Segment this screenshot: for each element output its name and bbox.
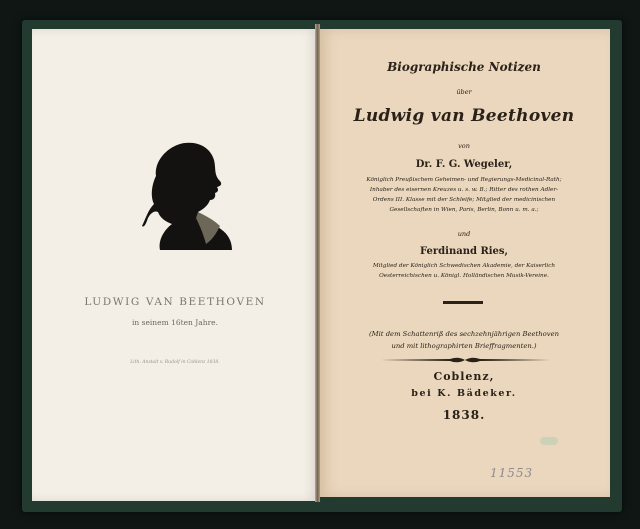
portrait-caption: LUDWIG VAN BEETHOVEN [84,296,266,308]
book-subject: Ludwig van Beethoven [353,106,575,126]
publisher-city: Coblenz, [433,370,495,383]
author-ries: Ferdinand Ries, [419,246,509,257]
book-gutter [315,24,320,502]
ink-smudge [540,437,558,445]
author-ries-description: Mitglied der Königlich Schwedischen Akademie, der Kaiserlich Oesterreichischen u. Königl. Holländischen Musik-Vereine. [372,263,556,279]
publisher-name: bei K. Bädeker. [411,388,517,399]
author-wegeler: Dr. F. G. Wegeler, [415,159,513,170]
author-wegeler-description: Königlich Preußischem Geheimen- und Regierungs-Medicinal-Rath; Inhaber des eisernen Kreuzes u. s. w. B.; Ritter des rothen Adler- Ordens III. Klasse mit der Schleife; Mitglied der medicinischen Gesellschaften in Wien, Paris, Berlin, Bonn u. m. a.; [366,177,562,213]
beethoven-silhouette [140,140,240,255]
title-ueber: über [456,88,472,96]
publication-year: 1838. [442,408,486,422]
portrait-subcaption: in seinem 16ten Jahre. [132,318,218,327]
title-von: von [458,142,470,150]
divider-rule [443,301,483,304]
title-und: und [457,230,471,238]
lithographer-credit: Lith. Anstalt v. Rudolf in Coblenz 1838. [130,360,220,365]
left-page [32,29,318,501]
shelf-mark-annotation: 11553 [490,466,534,480]
book-title: Biographische Notizen [387,60,541,74]
ornamental-divider [380,356,550,364]
edition-note: (Mit dem Schattenriß des sechzehnjährigen Beethoven und mit lithographirten Brieffragmenten.) [369,330,559,350]
